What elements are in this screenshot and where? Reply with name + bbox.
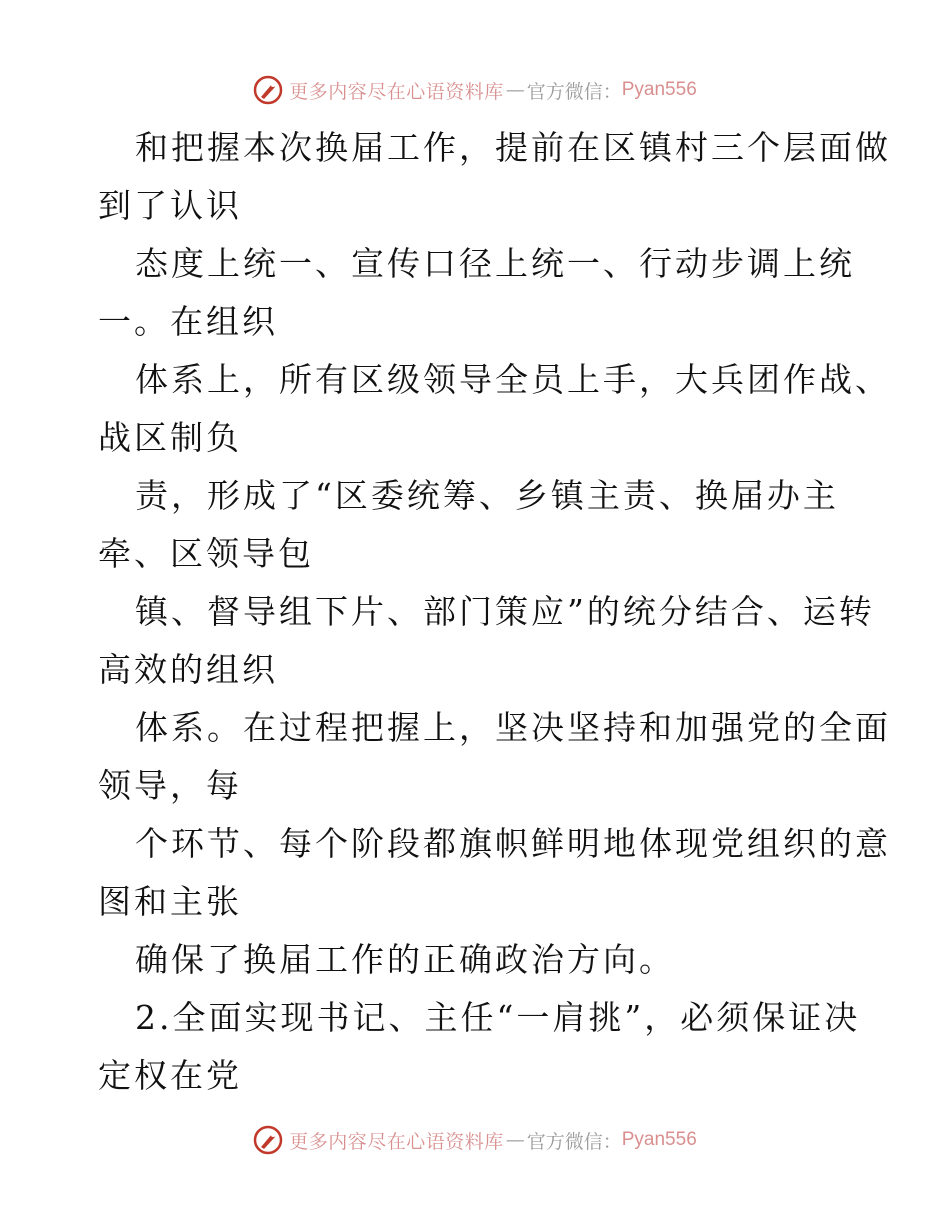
footer-watermark <box>0 1120 950 1160</box>
watermark-separator: — <box>505 1129 525 1151</box>
pen-nib-logo-icon <box>253 1125 283 1155</box>
paragraph-line: 责，形成了“区委统筹、乡镇主责、换届办主 <box>135 476 839 515</box>
paragraph-line: 牵、区领导包 <box>98 534 314 573</box>
watermark-contact-label: 官方微信： <box>526 80 622 103</box>
paragraph <box>98 699 891 815</box>
paragraph-line: 一。在组织 <box>98 302 278 341</box>
paragraph <box>98 467 858 583</box>
paragraph <box>98 989 861 1105</box>
paragraph-line: 态度上统一、宣传口径上统一、行动步调上统 <box>135 244 855 283</box>
paragraph <box>98 815 891 931</box>
watermark-text: 更多内容尽在心语资料库 <box>289 80 504 103</box>
document-body <box>98 119 891 1105</box>
paragraph-line: 到了认识 <box>98 186 242 225</box>
paragraph-line: 图和主张 <box>98 882 242 921</box>
paragraph <box>98 931 858 989</box>
watermark-contact-id: Pyan556 <box>621 1129 697 1150</box>
paragraph-line: 镇、督导组下片、部门策应”的统分结合、运转 <box>135 592 875 631</box>
header-watermark <box>0 70 950 110</box>
paragraph-line: 体系上，所有区级领导全员上手，大兵团作战、 <box>135 360 891 399</box>
pen-nib-logo-icon <box>253 75 283 105</box>
paragraph-line: 确保了换届工作的正确政治方向。 <box>135 940 675 979</box>
paragraph-line: 领导，每 <box>98 766 242 805</box>
watermark-contact-id: Pyan556 <box>621 79 697 100</box>
paragraph-line: 定权在党 <box>98 1056 242 1095</box>
watermark-contact-label: 官方微信： <box>526 1130 622 1153</box>
paragraph-line: 和把握本次换届工作，提前在区镇村三个层面做 <box>135 128 891 167</box>
watermark-separator: — <box>505 79 525 101</box>
paragraph-line: 2.全面实现书记、主任“一肩挑”，必须保证决 <box>135 998 861 1037</box>
paragraph-line: 个环节、每个阶段都旗帜鲜明地体现党组织的意 <box>135 824 891 863</box>
paragraph <box>98 235 858 351</box>
paragraph-line: 体系。在过程把握上，坚决坚持和加强党的全面 <box>135 708 891 747</box>
paragraph-line: 战区制负 <box>98 418 242 457</box>
watermark-text: 更多内容尽在心语资料库 <box>289 1130 504 1153</box>
paragraph <box>98 119 891 235</box>
paragraph <box>98 351 891 467</box>
paragraph <box>98 583 875 699</box>
paragraph-line: 高效的组织 <box>98 650 278 689</box>
